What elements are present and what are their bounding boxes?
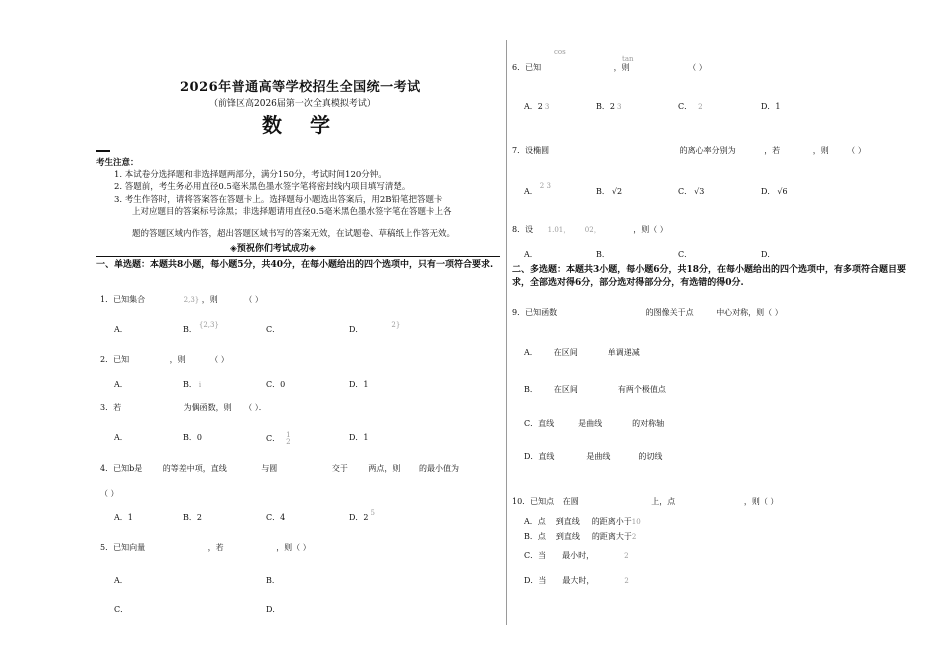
q8-stem-text: 8．设 [512,225,534,234]
q7-option-c-value: √3 [694,187,705,196]
q1-option-d [349,321,401,335]
exam-title: 2026年普通高等学校招生全国统一考试 [180,80,421,95]
q9-stem-mid: 的图像关于点 [645,308,694,317]
q4-option-b: B．2 [183,513,202,522]
q6-option-b-label: B．2 [596,102,615,111]
q7-option-c [678,186,704,197]
corner-mark [96,150,110,152]
q7-option-b-value: √2 [611,187,623,196]
q10-option-b-text2: 的距离大于 [591,532,632,541]
q7-stem-text: 7．设椭圆 [512,146,550,155]
q1-option-c: C． [266,325,281,334]
q8-stem [512,224,668,235]
q10-option-d-value: 2 [624,577,629,585]
q6-option-d: D．1 [761,102,781,111]
q2-answer-blank: （ ） [210,355,229,364]
q9-option-a-text: 在区间 [553,348,578,357]
q6-stem [512,62,707,73]
q2-option-b-label: B． [183,380,197,389]
q5-option-a: A． [114,576,128,585]
q6-stem-text: 6．已知 [512,63,542,72]
q4-option-d [349,509,375,523]
q6-option-c [678,101,703,112]
subject-title: 数学 [262,113,358,137]
q3-fraction-den: 2 [286,438,291,446]
q2-option-b [183,379,201,390]
q7-option-a-value: 2 3 [539,182,551,190]
q7-option-a [524,182,551,197]
q10-option-c-value: 2 [624,552,629,560]
q4-option-a: A．1 [114,513,133,522]
section-divider [96,256,500,257]
q8-stem-end: ，则（ ） [633,225,668,234]
q8-value-b: 02， [584,226,601,234]
q5-option-d: D． [266,605,281,614]
q5-option-c: C． [114,605,129,614]
q9-option-c-text2: 的对称轴 [632,419,665,428]
q3-option-a: A． [114,433,128,442]
q4-stem-mid2: 与圆 [261,464,278,473]
q8-option-c: C． [678,250,693,259]
q6-cos-label: cos [554,48,566,56]
q3-answer-blank: （ ）． [244,403,267,412]
q2-option-d: D．1 [349,380,369,389]
q5-stem-end: ，则（ ） [276,543,311,552]
q9-option-a [524,347,640,358]
q1-option-a: A． [114,325,128,334]
q7-option-d-label: D． [761,187,776,196]
q1-option-b-label: B． [183,325,197,334]
q4-answer-blank: （ ） [100,489,119,498]
q7-stem [512,145,866,156]
q2-option-c: C．0 [266,380,286,389]
q7-stem-mid2: ，若 [764,146,781,155]
q1-stem-text: 1．已知集合 [100,295,146,304]
q2-stem-text: 2．已知 [100,355,130,364]
q5-stem-mid: ，若 [207,543,224,552]
q7-option-d [761,186,788,197]
notice-item-3: 3. 考生作答时，请将答案答在答题卡上。选择题每小题选出答案后，用2B铅笔把答题卡 [114,195,443,205]
q2-stem-end: ，则 [169,355,186,364]
q4-stem-text: 4．已知b是 [100,464,143,473]
good-luck-banner: ◈预祝你们考试成功◈ [230,244,316,254]
q6-stem-mid: ，则 [613,63,630,72]
q4-option-c: C．4 [266,513,286,522]
q4-stem-mid4: 两点，则 [368,464,401,473]
q9-option-d-label: D．直线 [524,452,555,461]
q7-option-b [596,186,622,197]
q9-option-b-text2: 有两个极值点 [617,385,666,394]
q9-option-a-label: A． [524,348,538,357]
notice-label: 考生注意： [96,158,139,168]
notice-item-3c: 题的答题区域内作答，超出答题区域书写的答案无效，在试题卷、草稿纸上作答无效。 [132,229,456,239]
q9-option-b [524,384,666,395]
q9-stem-text: 9．已知函数 [512,308,558,317]
q8-option-d: D． [761,250,776,259]
q7-stem-mid: 的离心率分别为 [679,146,736,155]
notice-item-2: 2. 答题前，考生务必用直径0.5毫米黑色墨水签字笔将密封线内项目填写清楚。 [114,182,411,192]
q10-option-d [524,575,629,586]
exam-subtitle: （前锋区高2026届第一次全真模拟考试） [209,99,376,109]
q5-stem-text: 5．已知向量 [100,543,146,552]
q7-stem-end: ，则 [812,146,829,155]
q1-stem [100,294,263,305]
q8-option-a: A． [524,250,538,259]
q6-option-a-value: 3 [544,103,550,111]
q9-stem-end: 中心对称，则（ ） [716,308,783,317]
q3-option-d: D．1 [349,433,369,442]
q6-option-c-label: C． [678,102,693,111]
q4-stem-end: 的最小值为 [418,464,459,473]
q3-stem [100,402,267,413]
q6-option-b-value: 3 [616,103,622,111]
q10-stem-text: 10．已知点 [512,497,555,506]
q9-option-c [524,418,664,429]
q3-option-c-label: C． [266,434,281,443]
q9-stem [512,307,783,318]
q10-option-a-text2: 的距离小于 [591,517,632,526]
q9-option-b-label: B． [524,385,538,394]
section-1-title: 一、单选题：本题共8小题，每小题5分，共40分，在每小题给出的四个选项中，只有一项符合要求. [96,260,494,270]
q10-option-a-text: 到直线 [555,517,580,526]
notice-item-3b: 上对应题目的答案标号涂黑；非选择题请用直径0.5毫米黑色墨水签字笔在答题卡上各 [132,207,452,217]
q4-option-d-value: 5 [370,509,375,517]
q10-stem-mid: 在圆 [562,497,579,506]
q2-option-a: A． [114,380,128,389]
q5-stem [100,542,311,553]
q10-option-b [524,531,636,542]
q10-option-b-text: 到直线 [555,532,580,541]
q4-stem [100,463,459,474]
q7-option-b-label: B． [596,187,610,196]
column-divider [506,40,507,625]
q3-stem-text: 3．若 [100,403,122,412]
q1-set-values: 2,3} [183,296,200,304]
q9-option-b-text: 在区间 [553,385,578,394]
q6-answer-blank: （ ） [688,63,707,72]
q6-option-a-label: A．2 [524,102,543,111]
q1-answer-blank: （ ） [244,295,263,304]
q8-option-b: B． [596,250,610,259]
q10-option-a-label: A．点 [524,517,546,526]
q6-option-c-value: 2 [698,103,703,111]
q2-option-b-value: i [198,381,202,389]
q3-option-c [266,432,291,446]
q6-option-b [596,101,621,112]
q10-stem [512,496,778,507]
q10-option-b-label: B．点 [524,532,546,541]
q10-stem-mid2: 上，点 [651,497,676,506]
q3-fraction-num: 1 [286,431,291,439]
q7-option-a-label: A． [524,187,538,196]
q10-option-c-label: C．当 [524,551,547,560]
q4-stem-mid: 的等差中项，直线 [162,464,227,473]
q10-option-a [524,516,641,527]
q7-option-c-label: C． [678,187,693,196]
q1-option-b [183,321,219,335]
q3-stem-mid: 为偶函数，则 [183,403,232,412]
q1-option-d-value: 2} [391,321,401,329]
q10-option-d-label: D．当 [524,576,547,585]
q9-option-d-text: 是曲线 [586,452,611,461]
section-2-title: 二、多选题：本题共3小题，每小题6分，共18分，在每小题给出的四个选项中，有多项符合题目要求，全部选对得6分，部分选对得部分分，有选错的得0分. [512,265,907,288]
q8-value-a: 1.01， [547,226,571,234]
q5-option-b: B． [266,576,280,585]
q7-option-d-value: √6 [777,187,788,196]
q6-option-a [524,101,549,112]
q9-option-c-label: C．直线 [524,419,555,428]
q9-option-d [524,451,662,462]
q7-answer-blank: （ ） [847,146,866,155]
q10-stem-end: ，则（ ） [743,497,779,506]
q3-option-b: B．0 [183,433,202,442]
q9-option-d-text2: 的切线 [638,452,663,461]
q10-option-a-value: 10 [631,518,641,526]
q10-option-b-value: 2 [631,533,637,541]
q10-option-d-text: 最大时， [562,576,595,585]
q2-stem [100,354,229,365]
q3-option-c-fraction [286,432,290,446]
q4-option-d-label: D．2 [349,513,369,522]
q1-option-b-value: {2,3} [198,321,219,329]
q6-tan-label: tan [622,55,634,63]
q9-option-c-text: 是曲线 [578,419,603,428]
notice-item-1: 1. 本试卷分选择题和非选择题两部分，满分150分，考试时间120分钟。 [114,170,387,180]
q9-option-a-text2: 单调递减 [607,348,640,357]
q4-stem-mid3: 交于 [331,464,348,473]
q1-stem-end: ，则 [201,295,218,304]
q10-option-c-text: 最小时， [562,551,595,560]
q10-option-c [524,550,629,561]
q1-option-d-label: D． [349,325,364,334]
